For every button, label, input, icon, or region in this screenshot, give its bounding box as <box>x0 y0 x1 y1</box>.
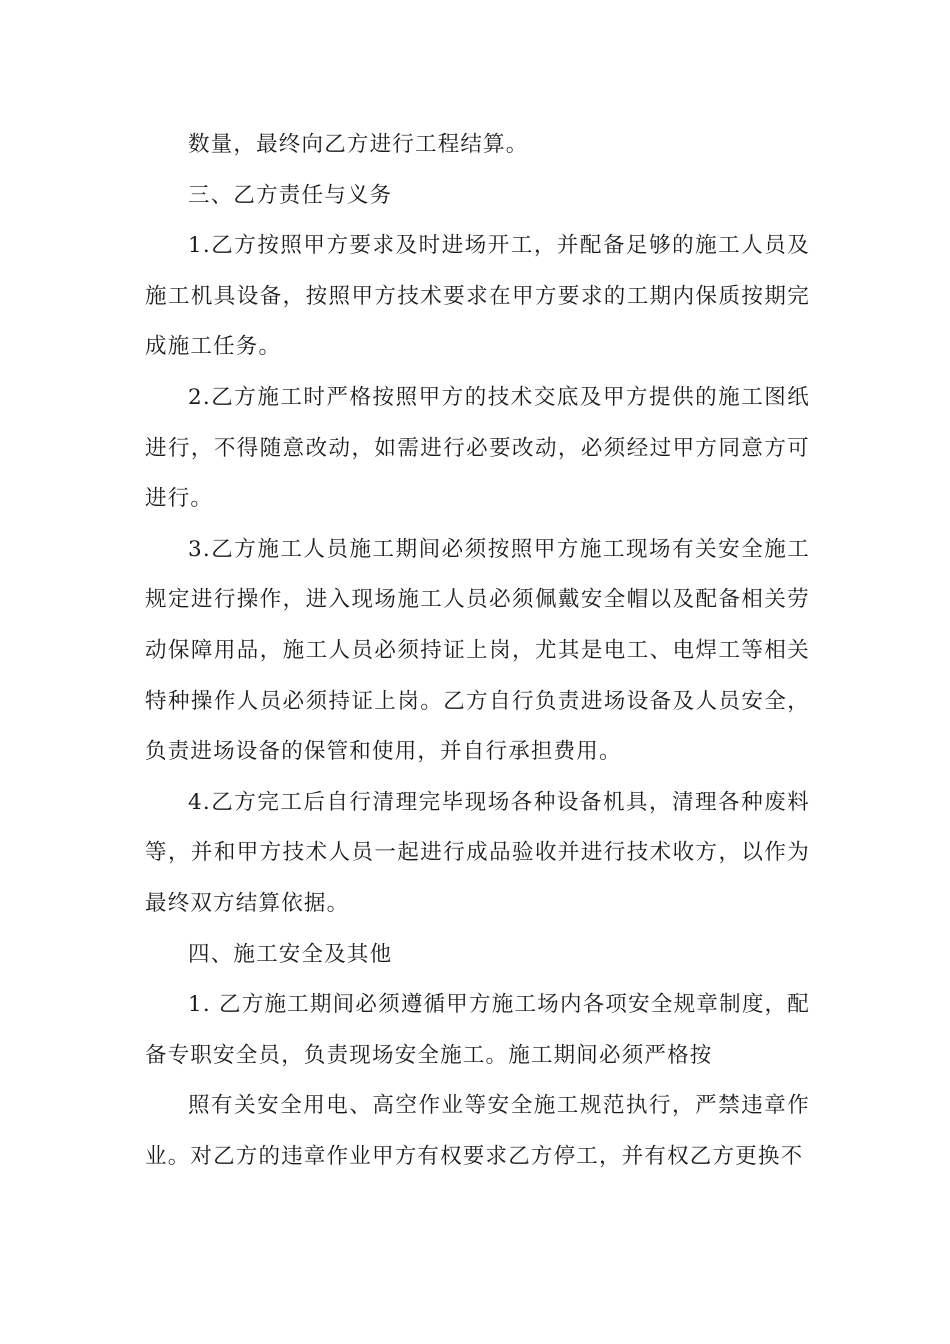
section-heading-safety: 四、施工安全及其他 <box>188 941 393 967</box>
paragraph-safety-1-continued: 照有关安全用电、高空作业等安全施工规范执行，严禁违章作业。对乙方的违章作业甲方有权要求乙方停工，并有权乙方更换不 <box>145 1093 810 1169</box>
paragraph-safety-1: 1. 乙方施工期间必须遵循甲方施工场内各项安全规章制度，配备专职安全员，负责现场安全施工。施工期间必须严格按 <box>145 992 810 1068</box>
paragraph-duty-4: 4.乙方完工后自行清理完毕现场各种设备机具，清理各种废料等，并和甲方技术人员一起进行成品验收并进行技术收方，以作为最终双方结算依据。 <box>145 789 810 916</box>
paragraph-settlement-continuation: 数量，最终向乙方进行工程结算。 <box>188 132 529 157</box>
paragraph-duty-1: 1.乙方按照甲方要求及时进场开工，并配备足够的施工人员及施工机具设备，按照甲方技术要求在甲方要求的工期内保质按期完成施工任务。 <box>145 233 810 360</box>
paragraph-duty-2: 2.乙方施工时严格按照甲方的技术交底及甲方提供的施工图纸进行，不得随意改动，如需进行必要改动，必须经过甲方同意方可进行。 <box>145 384 810 512</box>
paragraph-duty-3: 3.乙方施工人员施工期间必须按照甲方施工现场有关安全施工规定进行操作，进入现场施工人员必须佩戴安全帽以及配备相关劳动保障用品，施工人员必须持证上岗，尤其是电工、电焊工等相关特种操作人员必须持证上岗。乙方自行负责进场设备及人员安全，负责进场设备的保管和使用，并自行承担费用。 <box>145 536 810 765</box>
document-body <box>145 120 810 1182</box>
section-heading-party-b-duties: 三、乙方责任与义务 <box>188 182 393 208</box>
